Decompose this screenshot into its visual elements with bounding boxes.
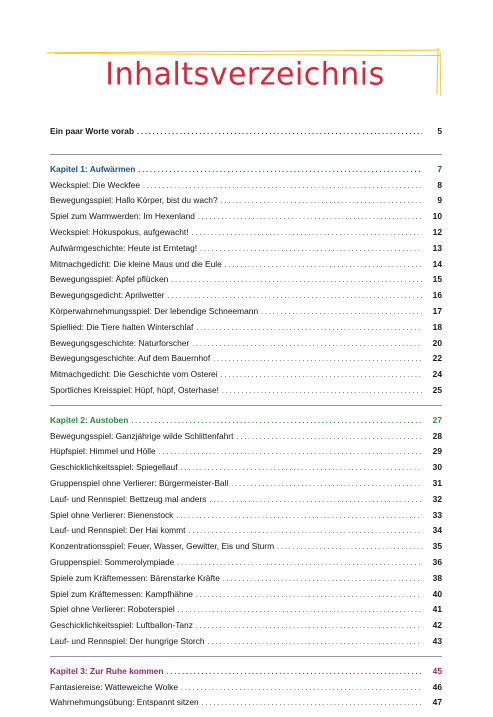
leader-dots xyxy=(168,289,422,305)
toc-entry-page: 34 xyxy=(432,525,442,536)
leader-dots xyxy=(225,258,422,274)
toc-entry-label: Geschicklichkeitsspiel: Luftballon-Tanz xyxy=(50,620,193,631)
toc-entry-page: 18 xyxy=(432,321,442,332)
toc-entry-label: Wahrnehmungsübung: Entspannt sitzen xyxy=(50,697,199,708)
toc-entry-page: 22 xyxy=(432,353,442,364)
toc-entry-page: 41 xyxy=(432,604,442,615)
toc-entry-page: 38 xyxy=(432,572,442,583)
toc-entry[interactable] xyxy=(50,288,442,304)
toc-entry-page: 7 xyxy=(437,163,442,174)
toc-entry-page: 12 xyxy=(432,226,442,237)
toc-entry-label: Lauf- und Rennspiel: Bettzeug mal anders xyxy=(50,493,207,504)
toc-entry-label: Konzentrationsspiel: Feuer, Wasser, Gewitter, Eis und Sturm xyxy=(50,541,275,552)
toc-entry-page: 28 xyxy=(432,430,442,441)
leader-dots xyxy=(181,461,422,477)
toc-entry-label: Weckspiel: Hokuspokus, aufgewacht! xyxy=(50,226,189,237)
leader-dots xyxy=(209,493,422,509)
toc-entry-page: 32 xyxy=(432,493,442,504)
toc-entry[interactable] xyxy=(50,618,442,634)
toc-entry[interactable] xyxy=(50,257,442,273)
leader-dots xyxy=(181,681,422,697)
toc-entry-page: 43 xyxy=(432,635,442,646)
leader-dots xyxy=(192,337,422,353)
leader-dots xyxy=(196,588,422,604)
toc-entry-page: 47 xyxy=(432,697,442,708)
toc-entry[interactable] xyxy=(50,602,442,618)
leader-dots xyxy=(196,321,422,337)
toc-entry-page: 8 xyxy=(437,179,442,190)
toc-entry[interactable] xyxy=(50,555,442,571)
toc-entry[interactable] xyxy=(50,193,442,209)
leader-dots xyxy=(236,430,422,446)
toc-entry-label: Gruppenspiel: Sommerolympiade xyxy=(50,556,175,567)
toc-entry[interactable] xyxy=(50,320,442,336)
chapter-section xyxy=(50,406,442,656)
toc-entry-label: Körperwahrnehmungsspiel: Der lebendige Schneemann xyxy=(50,305,259,316)
title-box xyxy=(47,48,443,110)
toc-entry[interactable] xyxy=(50,429,442,445)
toc-entry-label: Bewegungsspiel: Hallo Körper, bist du wach? xyxy=(50,195,218,206)
chapter-heading[interactable] xyxy=(50,413,442,429)
toc-entry[interactable] xyxy=(50,178,442,194)
toc-entry[interactable] xyxy=(50,336,442,352)
toc-entry-page: 27 xyxy=(432,414,442,425)
toc-entry-label: Bewegungsgeschichte: Naturforscher xyxy=(50,337,190,348)
leader-dots xyxy=(221,194,422,210)
toc-entry-label: Hüpfspiel: Himmel und Hölle xyxy=(50,446,156,457)
toc-entry-label: Geschicklichkeitsspiel: Spiegellauf xyxy=(50,462,178,473)
toc-entry-label: Lauf- und Rennspiel: Der hungrige Storch xyxy=(50,635,205,646)
toc-entry-label: Bewegungsgedicht: Aprilwetter xyxy=(50,290,165,301)
toc-entry-label: Mitmachgedicht: Die Geschichte vom Osterei xyxy=(50,369,218,380)
toc-entry[interactable] xyxy=(50,523,442,539)
toc-entry-page: 15 xyxy=(432,274,442,285)
toc-entry-page: 20 xyxy=(432,337,442,348)
leader-dots xyxy=(177,556,422,572)
toc-entry-page: 40 xyxy=(432,588,442,599)
toc-entry-page: 24 xyxy=(432,369,442,380)
toc-entry[interactable] xyxy=(50,444,442,460)
leader-dots xyxy=(213,352,422,368)
leader-dots xyxy=(131,414,422,430)
toc-entry-page: 25 xyxy=(432,384,442,395)
toc-entry-page: 5 xyxy=(437,126,442,136)
toc-entry-label: Spiel zum Warmwerden: Im Hexenland xyxy=(50,211,195,222)
toc-entry[interactable] xyxy=(50,225,442,241)
toc-intro-entry[interactable] xyxy=(50,124,442,140)
toc-entry-label: Aufwärmgeschichte: Heute ist Erntetag! xyxy=(50,242,198,253)
chapter-heading[interactable] xyxy=(50,162,442,178)
toc-entry-label: Spiel ohne Verlierer: Roboterspiel xyxy=(50,604,175,615)
leader-dots xyxy=(208,635,422,651)
leader-dots xyxy=(159,445,422,461)
toc-entry[interactable] xyxy=(50,680,442,696)
toc-entry-page: 29 xyxy=(432,446,442,457)
leader-dots xyxy=(188,524,422,540)
toc-entry-label: Lauf- und Rennspiel: Der Hai kommt xyxy=(50,525,186,536)
toc-entry-label: Weckspiel: Die Weckfee xyxy=(50,179,140,190)
toc-entry-label: Mitmachgedicht: Die kleine Maus und die Eule xyxy=(50,258,222,269)
toc-entry-label: Bewegungsgeschichte: Auf dem Bauernhof xyxy=(50,353,211,364)
chapter-section xyxy=(50,155,442,405)
toc-entry[interactable] xyxy=(50,272,442,288)
toc-entry[interactable] xyxy=(50,492,442,508)
toc-entry-page: 46 xyxy=(432,681,442,692)
toc-entry[interactable] xyxy=(50,587,442,603)
leader-dots xyxy=(198,210,422,226)
leader-dots xyxy=(277,540,422,556)
toc-entry[interactable] xyxy=(50,476,442,492)
leader-dots xyxy=(222,384,422,400)
leader-dots xyxy=(171,273,422,289)
leader-dots xyxy=(261,305,422,321)
leader-dots xyxy=(138,163,422,179)
leader-dots xyxy=(231,477,422,493)
chapter-section xyxy=(50,657,442,717)
leader-dots xyxy=(223,572,422,588)
leader-dots xyxy=(143,179,422,195)
toc-entry-label: Spiel zum Kräftemessen: Kampfhähne xyxy=(50,588,193,599)
toc-entry-page: 36 xyxy=(432,556,442,567)
toc-entry[interactable] xyxy=(50,634,442,650)
toc-entry-label: Kapitel 3: Zur Ruhe kommen xyxy=(50,665,164,676)
toc-entry[interactable] xyxy=(50,351,442,367)
toc-entry-page: 30 xyxy=(432,462,442,473)
toc-entry-page: 10 xyxy=(432,211,442,222)
toc-entry-label: Spiellied: Die Tiere halten Winterschlaf xyxy=(50,321,194,332)
toc-entry[interactable] xyxy=(50,695,442,711)
toc-entry-label: Ein paar Worte vorab xyxy=(50,126,135,136)
toc-entry-page: 9 xyxy=(437,195,442,206)
toc-entry-page: 16 xyxy=(432,290,442,301)
leader-dots xyxy=(176,509,422,525)
toc-entry-page: 14 xyxy=(432,258,442,269)
toc-entry[interactable] xyxy=(50,304,442,320)
toc-entry-label: Spiel ohne Verlierer: Bienenstock xyxy=(50,509,174,520)
leader-dots xyxy=(192,226,422,242)
toc-entry[interactable] xyxy=(50,209,442,225)
leader-dots xyxy=(221,368,422,384)
toc-entry-page: 42 xyxy=(432,620,442,631)
chapter-heading[interactable] xyxy=(50,664,442,680)
leader-dots xyxy=(178,603,422,619)
toc-entry-page: 13 xyxy=(432,242,442,253)
toc-entry[interactable] xyxy=(50,460,442,476)
toc-entry-label: Bewegungsspiel: Ganzjährige wilde Schlittenfahrt xyxy=(50,430,234,441)
toc-entry-page: 17 xyxy=(432,305,442,316)
leader-dots xyxy=(202,696,422,712)
table-of-contents xyxy=(50,124,442,717)
toc-entry-page: 35 xyxy=(432,541,442,552)
toc-entry-label: Kapitel 2: Austoben xyxy=(50,414,129,425)
toc-entry-label: Spiele zum Kräftemessen: Bärenstarke Kräfte xyxy=(50,572,220,583)
toc-entry[interactable] xyxy=(50,367,442,383)
leader-dots xyxy=(137,125,422,141)
leader-dots xyxy=(200,242,422,258)
toc-entry-label: Gruppenspiel ohne Verlierer: Bürgermeister-Ball xyxy=(50,477,229,488)
page-title: Inhaltsverzeichnis xyxy=(105,56,385,93)
toc-entry-page: 33 xyxy=(432,509,442,520)
toc-entry-label: Kapitel 1: Aufwärmen xyxy=(50,163,136,174)
toc-entry[interactable] xyxy=(50,539,442,555)
leader-dots xyxy=(196,619,422,635)
toc-entry[interactable] xyxy=(50,241,442,257)
toc-entry[interactable] xyxy=(50,383,442,399)
toc-entry-page: 31 xyxy=(432,477,442,488)
toc-entry-label: Bewegungsspiel: Äpfel pflücken xyxy=(50,274,169,285)
toc-entry-label: Fantasiereise: Watteweiche Wolke xyxy=(50,681,179,692)
toc-entry-label: Sportliches Kreisspiel: Hüpf, hüpf, Osterhase! xyxy=(50,384,219,395)
leader-dots xyxy=(167,665,422,681)
toc-entry[interactable] xyxy=(50,571,442,587)
toc-entry[interactable] xyxy=(50,508,442,524)
toc-entry-page: 45 xyxy=(432,665,442,676)
